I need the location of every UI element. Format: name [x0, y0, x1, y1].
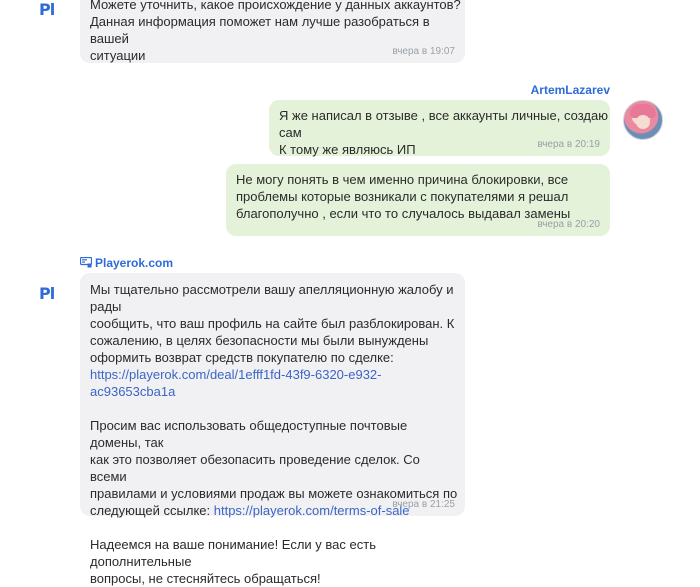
- sender-name[interactable]: Playerok.com: [95, 256, 174, 270]
- message-text: Мы тщательно рассмотрели вашу апелляционную жалобу и рады сообщить, что ваш профиль на сайте был разблокирован. К сожалению, в целях безопасности мы были вынуждены оформить возврат средств покупателю по сделке:: [90, 282, 455, 365]
- message-time: вчера в 20:19: [537, 139, 600, 150]
- shop-icon: [80, 257, 92, 268]
- deal-link[interactable]: https://playerok.com/deal/1efff1fd-43f9-6320-e932-ac93653cba1a: [90, 367, 382, 399]
- message-text: Можете уточнить, какое происхождение у данных аккаунтов? Данная информация поможет нам лучше разобраться в вашей ситуации: [90, 0, 461, 63]
- sender-name[interactable]: ArtemLazarev: [530, 83, 610, 97]
- message-text: Надеемся на ваше понимание! Если у вас есть дополнительные вопросы, не стесняйтесь обращаться!: [90, 537, 376, 586]
- avatar[interactable]: [623, 100, 663, 140]
- terms-link[interactable]: https://playerok.com/terms-of-sale: [213, 503, 410, 518]
- playerok-logo: Pl: [39, 284, 55, 303]
- message-time: вчера в 21:25: [392, 499, 455, 510]
- message-time: вчера в 19:07: [392, 46, 455, 57]
- message-bubble-user: [226, 164, 610, 236]
- message-time: вчера в 20:20: [537, 219, 600, 230]
- message-text: Я же написал в отзыве , все аккаунты личные, создаю сам К тому же являюсь ИП: [279, 108, 608, 157]
- playerok-logo: Pl: [39, 0, 55, 19]
- message-text: Просим вас использовать общедоступные почтовые домены, так как это позволяет обезопасить проведение сделок. Со всеми правилами и условиями продаж вы можете ознакомиться по следующей ссылке:: [90, 418, 458, 518]
- message-bubble-support: [80, 273, 465, 586]
- message-text: Не могу понять в чем именно причина блокировки, все проблемы которые возникали с покупателями я решал благополучно , если что то случалось выдавал замены: [236, 172, 571, 221]
- message-bubble-support: [80, 0, 465, 63]
- message-bubble-user: [269, 100, 610, 156]
